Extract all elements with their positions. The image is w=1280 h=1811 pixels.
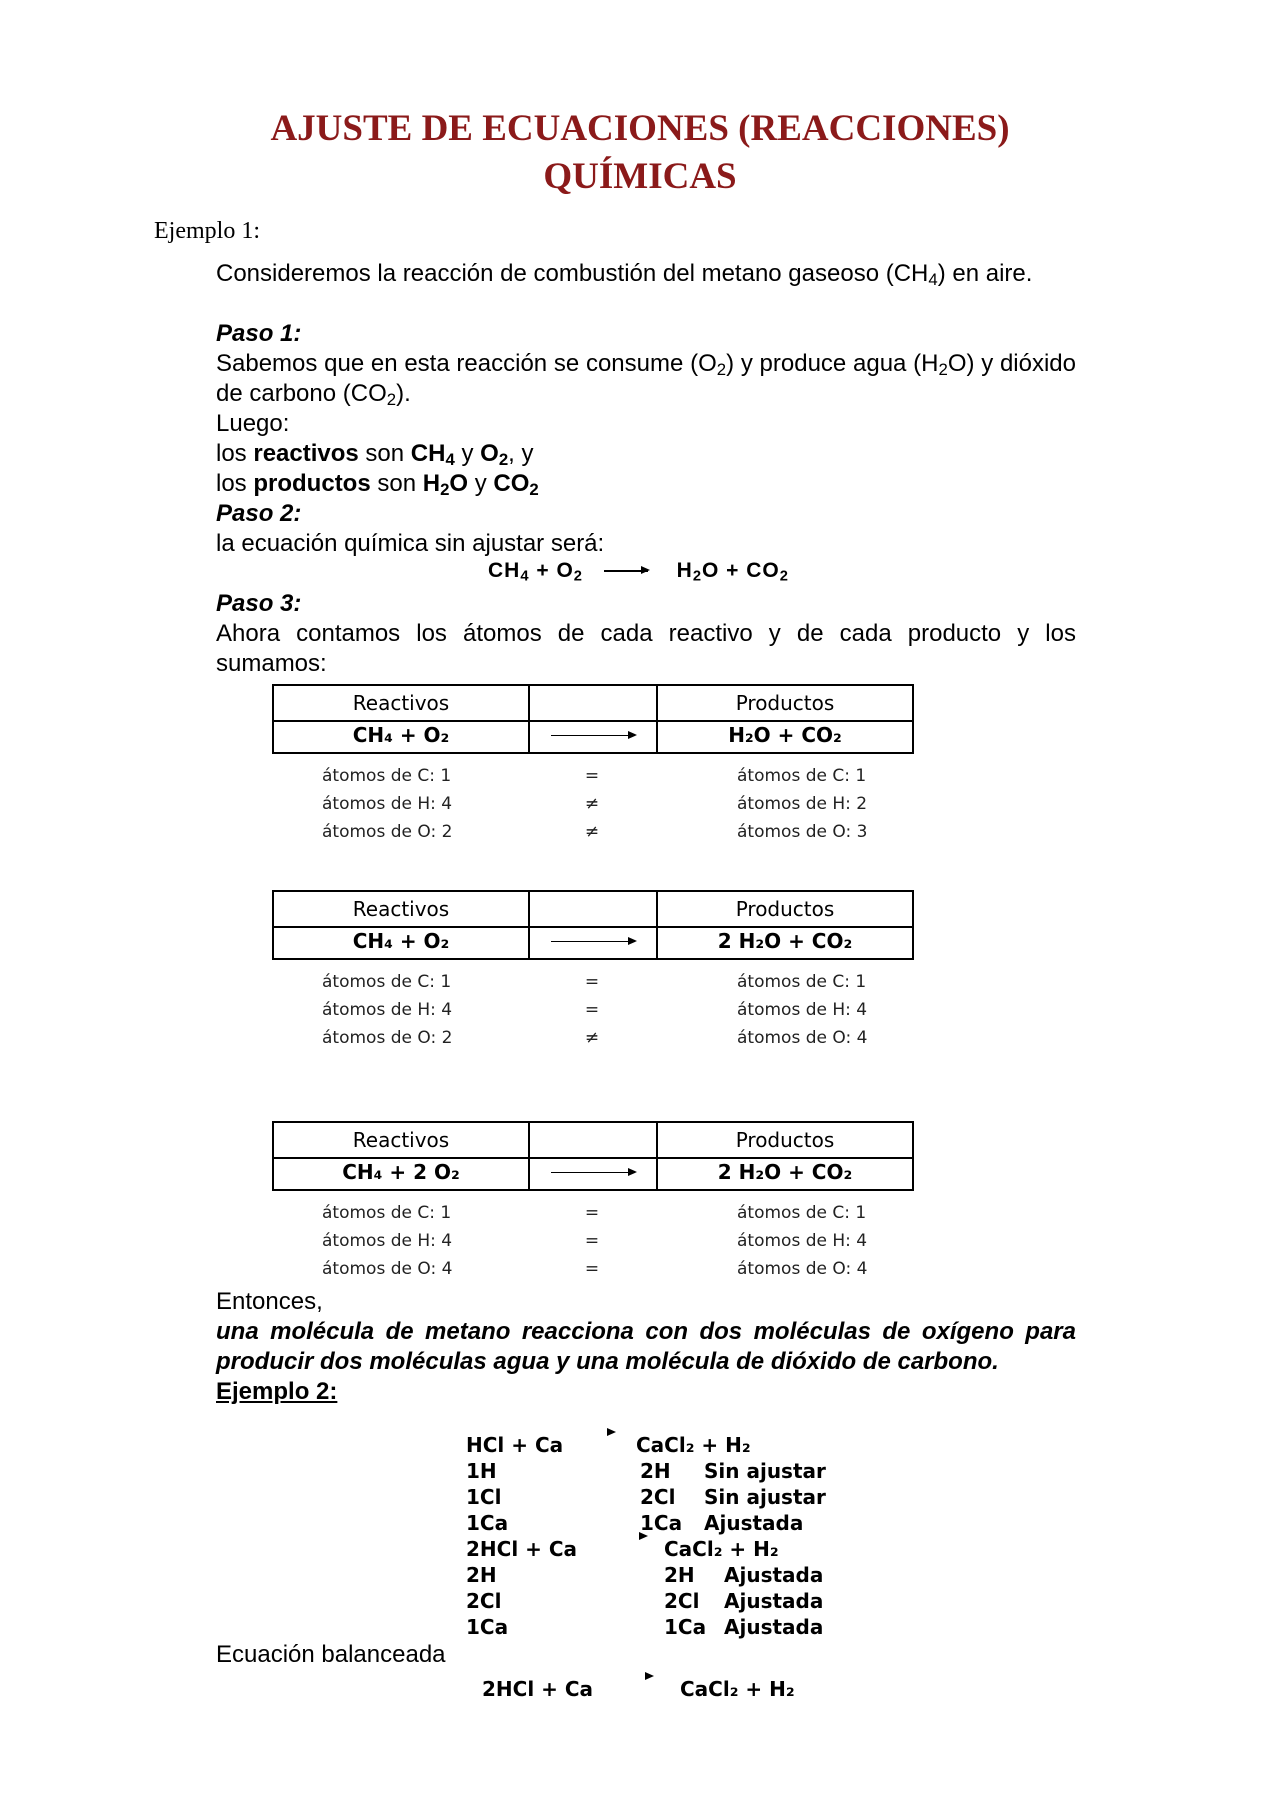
reactivos-line: los reactivos son $CH_4$ y $O_2$, y — [216, 440, 534, 470]
page-title — [0, 105, 1280, 201]
comparison-signs: = ≠ ≠ — [584, 766, 600, 842]
productos-line: los productos son $H_2O$ y $CO_2$ — [216, 470, 539, 500]
reactivos-header: Reactivos — [274, 686, 530, 720]
productos-header: Productos — [735, 691, 835, 715]
paso3-label: Paso 3: — [216, 590, 302, 617]
reaction-arrow-icon — [551, 941, 635, 942]
table-formula-row — [272, 1155, 914, 1191]
conclusion-text: una molécula de metano reacciona con dos moléculas de oxígeno para producir dos moléculas agua y una molécula de dióxido de carbono. — [216, 1318, 1076, 1375]
reactants-formula: CH₄ + O₂ — [274, 924, 530, 958]
reactivos-header: Reactivos — [274, 892, 530, 926]
paso1-label: Paso 1: — [216, 320, 302, 347]
example1-label: Ejemplo 1: — [154, 218, 260, 244]
right-atom-counts: átomos de C: 1 átomos de H: 2 átomos de O: 3 — [737, 766, 868, 842]
table-header-row — [272, 890, 914, 928]
productos-header: Productos — [735, 897, 835, 921]
paso3-text: Ahora contamos los átomos de cada reactivo y de cada producto y los sumamos: — [216, 620, 1076, 677]
paso2-label: Paso 2: — [216, 500, 302, 527]
luego-text: Luego: — [216, 410, 290, 437]
reaction-arrow-icon — [551, 735, 635, 736]
table-formula-row — [272, 924, 914, 960]
products-formula: H₂O + CO₂ — [728, 723, 842, 747]
title-line-1: AJUSTE DE ECUACIONES (REACCIONES) — [270, 108, 1010, 149]
paso3-section — [216, 589, 1076, 679]
right-atom-counts: átomos de C: 1 átomos de H: 4 átomos de O: 4 — [737, 1203, 868, 1279]
paso2-text: la ecuación química sin ajustar será: — [216, 530, 605, 557]
intro-paragraph: Consideremos la reacción de combustión del metano gaseoso $(CH_4)$ en aire. — [216, 260, 1033, 290]
left-atom-counts: átomos de C: 1 átomos de H: 4 átomos de O: 2 — [322, 972, 453, 1048]
products-formula: 2 H₂O + CO₂ — [717, 929, 853, 953]
reactants-formula: CH₄ + 2 O₂ — [274, 1155, 530, 1189]
comparison-signs: = = = — [584, 1203, 600, 1279]
unbalanced-equation: $CH_4 + O_2$ $H_2O + CO_2$ — [488, 559, 789, 585]
reaction-arrow-icon — [551, 1172, 635, 1173]
productos-header: Productos — [735, 1128, 835, 1152]
table-formula-row — [272, 718, 914, 754]
comparison-signs: = = ≠ — [584, 972, 600, 1048]
balanced-label: Ecuación balanceada — [216, 1641, 446, 1668]
products-formula: 2 H₂O + CO₂ — [717, 1160, 853, 1184]
left-atom-counts: átomos de C: 1 átomos de H: 4 átomos de O: 4 — [322, 1203, 453, 1279]
document-page: AJUSTE DE ECUACIONES (REACCIONES) QUÍMICAS Ejemplo 1: Consideremos la reacción de combustión del metano gaseoso $(CH_4)$ en aire. Paso 1: Sabemos que en esta reacción se consume $(O_2)$ y produce agua $(H_2O)$ y dióxido de carbono $(CO_2)$. Luego: los reactivos son $CH_4$ y $O_2$, y los productos son $H_2O$ y $CO_2$ Paso 2: la ecuación química sin ajustar será: $CH_4 + O_2$ $H_2O + CO_2$ Paso 3: Ahora contamos los átomos de cada reactivo y de cada producto y los sumamos: Reactivos Productos CH₄ + O₂ H₂O + CO₂ átomos de C: 1 átomos de H: 4 átomos de O: 2 = ≠ ≠ átomos de C: 1 átomos de H: 2 átomos de O: 3 Reactivos Productos CH₄ + O₂ 2 H₂O + CO₂ átomos de C: 1 átomos de H: 4 átomos de O: 2 = = ≠ átomos de C: 1 átomos de H: 4 átomos de O: 4 Reactivos Productos CH₄ + 2 O₂ 2 H₂O + CO₂ átomos de C: 1 átomos de H: 4 átomos de O: 4 = = = átomos de C: 1 átomos de H: 4 átomos de O: 4 Entonces, una molécula de metano reacciona con dos moléculas de oxígeno para producir dos moléculas agua y una molécula de dióxido de carbono. Ejemplo 2: HCl + Ca CaCl₂ + H₂ 1H 2H Sin ajustar 1Cl 2Cl Sin ajustar 1Ca 1Ca Ajustada 2HCl + Ca CaCl₂ + H₂ 2H 2H Ajustada 2Cl 2Cl Ajustada 1Ca 1Ca Ajustada Ecuación balanceada 2HCl + Ca CaCl₂ + H₂ — [0, 0, 1280, 1811]
example2-label: Ejemplo 2: — [216, 1378, 338, 1405]
reactants-formula: CH₄ + O₂ — [274, 718, 530, 752]
paso1-section — [216, 319, 1076, 559]
table-header-row — [272, 1121, 914, 1159]
reactivos-header: Reactivos — [274, 1123, 530, 1157]
right-atom-counts: átomos de C: 1 átomos de H: 4 átomos de O: 4 — [737, 972, 868, 1048]
table-header-row — [272, 684, 914, 722]
reaction-arrow-icon — [604, 570, 648, 572]
entonces-text: Entonces, — [216, 1288, 323, 1315]
title-line-2: QUÍMICAS — [543, 156, 737, 197]
paso1-text: Sabemos que en esta reacción se consume $(O_2)$ y produce agua $(H_2O)$ y dióxido de carbono $(CO_2)$. — [216, 350, 1076, 410]
conclusion-section — [216, 1287, 1076, 1407]
left-atom-counts: átomos de C: 1 átomos de H: 4 átomos de O: 2 — [322, 766, 453, 842]
